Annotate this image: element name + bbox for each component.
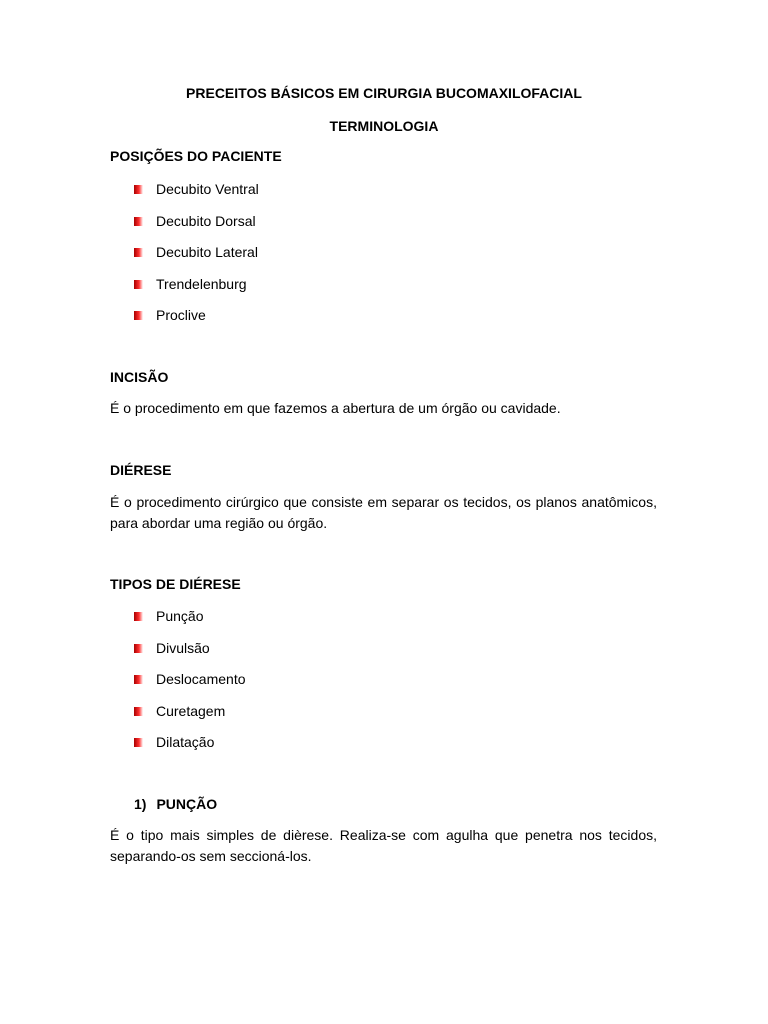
list-item bbox=[134, 212, 259, 244]
list-item bbox=[134, 306, 259, 338]
bullet-square-icon bbox=[134, 644, 143, 653]
dierese-types-list bbox=[134, 607, 246, 765]
list-item bbox=[134, 275, 259, 307]
list-item-label: Curetagem bbox=[156, 702, 226, 719]
list-item-label: Decubito Dorsal bbox=[156, 212, 256, 229]
list-item-label: Decubito Lateral bbox=[156, 244, 258, 260]
list-item-label: Punção bbox=[156, 608, 204, 624]
list-item bbox=[134, 243, 259, 275]
puncao-heading bbox=[134, 796, 217, 812]
list-item-label: Decubito Ventral bbox=[156, 181, 259, 197]
bullet-square-icon bbox=[134, 185, 143, 194]
puncao-heading-label: PUNÇÃO bbox=[156, 796, 218, 812]
list-item-label: Deslocamento bbox=[156, 671, 246, 687]
positions-heading: POSIÇÕES DO PACIENTE bbox=[110, 148, 282, 164]
list-item-label: Trendelenburg bbox=[156, 275, 247, 292]
puncao-text: É o tipo mais simples de dièrese. Realiza-se com agulha que penetra nos tecidos, separando-os sem seccioná-los. bbox=[110, 827, 657, 864]
list-item bbox=[134, 180, 259, 212]
document-subtitle: TERMINOLOGIA bbox=[329, 118, 439, 134]
dierese-types-heading: TIPOS DE DIÉRESE bbox=[110, 576, 241, 592]
list-item-label: Proclive bbox=[156, 307, 206, 323]
bullet-square-icon bbox=[134, 311, 143, 320]
positions-list bbox=[134, 180, 259, 338]
document-title: PRECEITOS BÁSICOS EM CIRURGIA BUCOMAXILOFACIAL bbox=[186, 85, 582, 101]
list-item bbox=[134, 670, 246, 702]
list-item-label: Dilatação bbox=[156, 734, 215, 750]
bullet-square-icon bbox=[134, 738, 143, 747]
list-item bbox=[134, 733, 246, 765]
incision-heading: INCISÃO bbox=[110, 369, 169, 385]
list-item-label: Divulsão bbox=[156, 639, 210, 656]
bullet-square-icon bbox=[134, 707, 143, 716]
bullet-square-icon bbox=[134, 248, 143, 257]
dierese-heading: DIÉRESE bbox=[110, 462, 172, 478]
bullet-square-icon bbox=[134, 675, 143, 684]
incision-text: É o procedimento em que fazemos a abertura de um órgão ou cavidade. bbox=[110, 400, 561, 416]
bullet-square-icon bbox=[134, 612, 143, 621]
list-item bbox=[134, 639, 246, 671]
list-item bbox=[134, 607, 246, 639]
list-item bbox=[134, 702, 246, 734]
bullet-square-icon bbox=[134, 217, 143, 226]
dierese-text: É o procedimento cirúrgico que consiste em separar os tecidos, os planos anatômicos, para abordar uma região ou órgão. bbox=[110, 494, 657, 531]
section-number: 1) bbox=[134, 796, 147, 812]
bullet-square-icon bbox=[134, 280, 143, 289]
